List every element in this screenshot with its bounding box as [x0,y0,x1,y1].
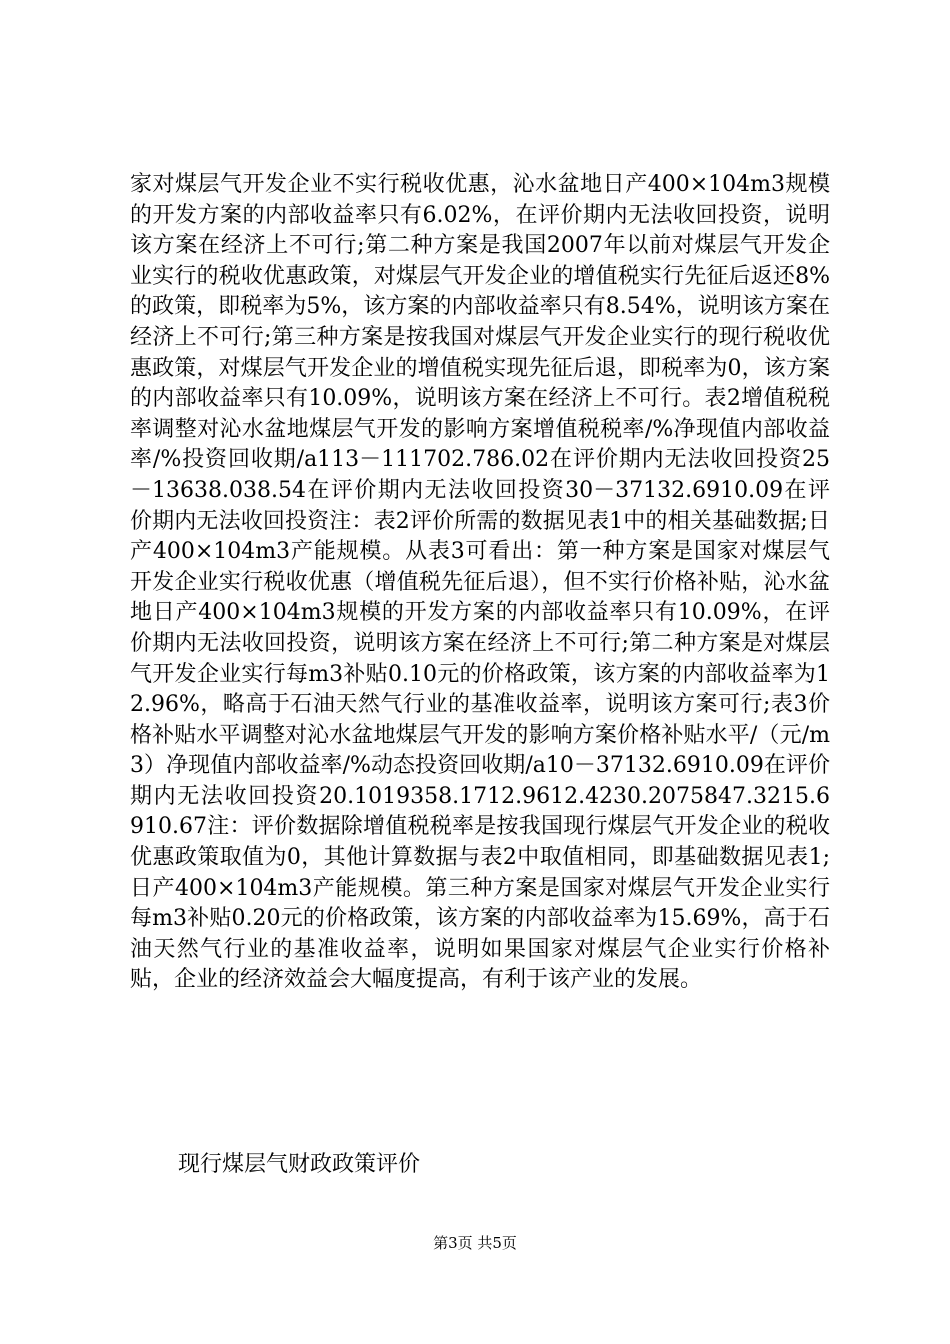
section-heading: 现行煤层气财政政策评价 [178,1152,421,1177]
page-footer: 第3页 共5页 [433,1234,517,1252]
body-paragraph: 家对煤层气开发企业不实行税收优惠，沁水盆地日产400×104m3规模的开发方案的内部收益率只有6.02%，在评价期内无法收回投资，说明该方案在经济上不可行;第二种方案是我国2007年以前对煤层气开发企业实行的税收优惠政策，对煤层气开发企业的增值税实行先征后返还8%的政策，即税率为5%，该方案的内部收益率只有8.54%，说明该方案在经济上不可行;第三种方案是按我国对煤层气开发企业实行的现行税收优惠政策，对煤层气开发企业的增值税实现先征后退，即税率为0，该方案的内部收益率只有10.09%，说明该方案在经济上不可行。表2增值税税率调整对沁水盆地煤层气开发的影响方案增值税税率/%净现值内部收益率/%投资回收期/a113－111702.786.02在评价期内无法收回投资25－13638.038.54在评价期内无法收回投资30－37132.6910.09在评价期内无法收回投资注：表2评价所需的数据见表1中的相关基础数据;日产400×104m3产能规模。从表3可看出：第一种方案是国家对煤层气开发企业实行税收优惠（增值税先征后退），但不实行价格补贴，沁水盆地日产400×104m3规模的开发方案的内部收益率只有10.09%，在评价期内无法收回投资，说明该方案在经济上不可行;第二种方案是对煤层气开发企业实行每m3补贴0.10元的价格政策，该方案的内部收益率为12.96%，略高于石油天然气行业的基准收益率，说明该方案可行;表3价格补贴水平调整对沁水盆地煤层气开发的影响方案价格补贴水平/（元/m3）净现值内部收益率/%动态投资回收期/a10－37132.6910.09在评价期内无法收回投资20.1019358.1712.9612.4230.2075847.3215.6910.67注：评价数据除增值税税率是按我国现行煤层气开发企业的税收优惠政策取值为0，其他计算数据与表2中取值相同，即基础数据见表1;日产400×104m3产能规模。第三种方案是国家对煤层气开发企业实行每m3补贴0.20元的价格政策，该方案的内部收益率为15.69%，高于石油天然气行业的基准收益率，说明如果国家对煤层气企业实行价格补贴，企业的经济效益会大幅度提高，有利于该产业的发展。 [130,172,830,993]
